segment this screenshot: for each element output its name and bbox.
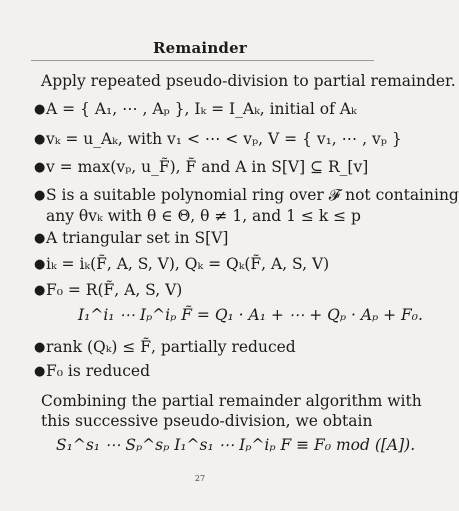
bullet-text: F₀ = R(F̃, A, S, V)	[46, 281, 183, 299]
bullet-text: v = max(vₚ, u_F̃), F̃ and A in S[V] ⊆ R_[v]	[46, 158, 369, 176]
title-divider	[31, 60, 374, 61]
bullet-text: F₀ is reduced	[46, 362, 150, 380]
bullet-triangular-set	[34, 229, 228, 247]
bullet-icon: ●	[34, 340, 46, 355]
bullet-icon: ●	[34, 257, 46, 272]
equation-final: S₁^s₁ ⋯ Sₚ^sₚ I₁^s₁ ⋯ Iₚ^iₚ F ≡ F₀ mod ([A]).	[56, 436, 416, 454]
intro-text: Apply repeated pseudo-division to partial remainder.	[41, 72, 456, 90]
bullet-indices	[34, 255, 329, 273]
bullet-icon: ●	[34, 160, 46, 175]
bullet-definition-a	[34, 100, 357, 118]
bullet-icon: ●	[34, 188, 46, 203]
closing-line-1: Combining the partial remainder algorithm with	[41, 392, 422, 410]
bullet-polynomial-ring-continued: any θvₖ with θ ∈ Θ, θ ≠ 1, and 1 ≤ k ≤ p	[46, 207, 361, 225]
bullet-remainder	[34, 281, 182, 299]
bullet-text: S is a suitable polynomial ring over 𝓕 not containing	[46, 186, 459, 204]
closing-line-2: this successive pseudo-division, we obtain	[41, 412, 373, 430]
bullet-text: A = { A₁, ⋯ , Aₚ }, Iₖ = I_Aₖ, initial of Aₖ	[46, 100, 357, 118]
bullet-icon: ●	[34, 231, 46, 246]
bullet-reduced	[34, 362, 150, 380]
bullet-text: vₖ = u_Aₖ, with v₁ < ⋯ < vₚ, V = { v₁, ⋯ , vₚ }	[46, 130, 402, 148]
bullet-icon: ●	[34, 283, 46, 298]
bullet-icon: ●	[34, 132, 46, 147]
bullet-icon: ●	[34, 102, 46, 117]
bullet-icon: ●	[34, 364, 46, 379]
bullet-definition-max	[34, 158, 368, 176]
bullet-rank	[34, 338, 296, 356]
bullet-text: A triangular set in S[V]	[46, 229, 229, 247]
page-title: Remainder	[153, 39, 247, 57]
equation-pseudo-division: I₁^i₁ ⋯ Iₚ^iₚ F̃ = Q₁ · A₁ + ⋯ + Qₚ · Aₚ + F₀.	[78, 306, 423, 324]
bullet-polynomial-ring	[34, 186, 459, 205]
bullet-definition-v	[34, 130, 402, 148]
bullet-text: rank (Qₖ) ≤ F̃, partially reduced	[46, 338, 296, 356]
bullet-text: iₖ = iₖ(F̃, A, S, V), Qₖ = Qₖ(F̃, A, S, V)	[46, 255, 330, 273]
page-number: 27	[194, 474, 206, 483]
